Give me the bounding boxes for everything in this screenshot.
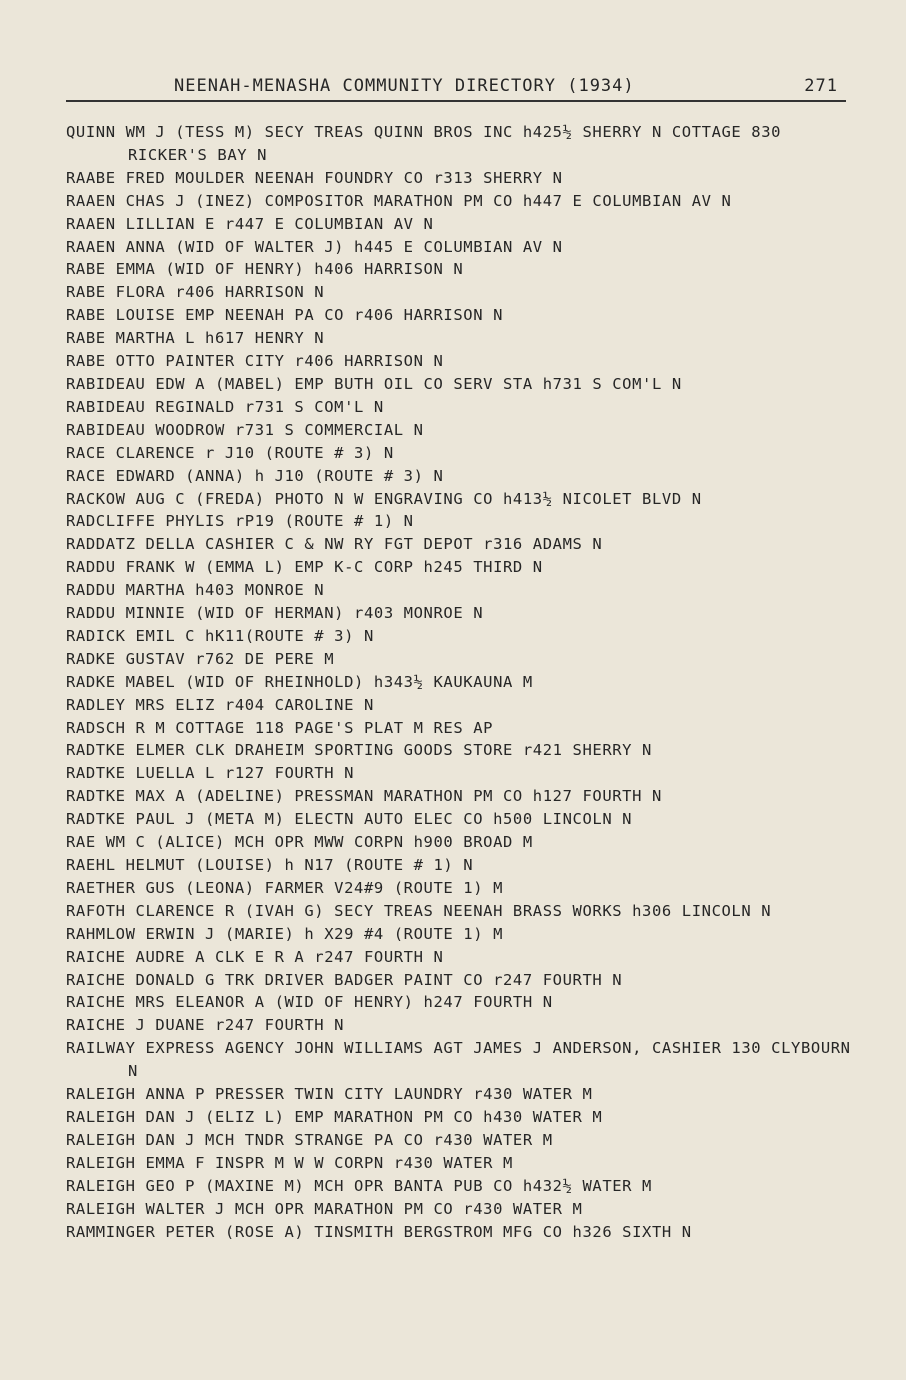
directory-entry: RAEHL HELMUT (LOUISE) h N17 (ROUTE # 1) N bbox=[66, 856, 474, 874]
directory-entry: RAICHE MRS ELEANOR A (WID OF HENRY) h247 FOURTH N bbox=[66, 993, 553, 1012]
directory-entry: RAFOTH CLARENCE R (IVAH G) SECY TREAS NEENAH BRASS WORKS h306 LINCOLN N bbox=[66, 901, 772, 920]
directory-entry: RADLEY MRS ELIZ r404 CAROLINE N bbox=[66, 695, 374, 714]
directory-entry: RADSCH R M COTTAGE 118 PAGE'S PLAT M RES AP bbox=[66, 718, 494, 737]
directory-entry: RADKE MABEL (WID OF RHEINHOLD) h343½ KAUKAUNA M bbox=[66, 672, 533, 691]
directory-entry: RAETHER GUS (LEONA) FARMER V24#9 (ROUTE 1) M bbox=[66, 878, 503, 897]
directory-entry: RABE FLORA r406 HARRISON N bbox=[66, 283, 325, 302]
directory-entry: RAICHE DONALD G TRK DRIVER BADGER PAINT CO r247 FOURTH N bbox=[66, 970, 623, 989]
directory-entry: RADTKE MAX A (ADELINE) PRESSMAN MARATHON PM CO h127 FOURTH N bbox=[66, 787, 662, 806]
directory-entry: RACKOW AUG C (FREDA) PHOTO N W ENGRAVING CO h413½ NICOLET BLVD N bbox=[66, 489, 702, 508]
directory-entry: RALEIGH GEO P (MAXINE M) MCH OPR BANTA PUB CO h432½ WATER M bbox=[66, 1176, 652, 1195]
directory-entry: RADDATZ DELLA CASHIER C & NW RY FGT DEPOT r316 ADAMS N bbox=[66, 535, 603, 554]
directory-entry: RADDU MARTHA h403 MONROE N bbox=[66, 581, 325, 600]
directory-entry: RAHMLOW ERWIN J (MARIE) h X29 #4 (ROUTE 1) M bbox=[66, 924, 503, 943]
directory-entry: RALEIGH DAN J (ELIZ L) EMP MARATHON PM CO h430 WATER M bbox=[66, 1107, 603, 1126]
directory-entry: RALEIGH ANNA P PRESSER TWIN CITY LAUNDRY r430 WATER M bbox=[66, 1085, 593, 1104]
directory-entry: RALEIGH EMMA F INSPR M W W CORPN r430 WATER M bbox=[66, 1153, 513, 1172]
directory-entry: RAAEN CHAS J (INEZ) COMPOSITOR MARATHON PM CO h447 E COLUMBIAN AV N bbox=[66, 191, 732, 210]
directory-entry: RADICK EMIL C hK11(ROUTE # 3) N bbox=[66, 626, 374, 645]
directory-entry: RAABE FRED MOULDER NEENAH FOUNDRY CO r313 SHERRY N bbox=[66, 168, 563, 187]
running-title: NEENAH-MENASHA COMMUNITY DIRECTORY (1934) bbox=[174, 76, 635, 96]
page-number: 271 bbox=[804, 76, 838, 96]
directory-entry: RAE WM C (ALICE) MCH OPR MWW CORPN h900 BROAD M bbox=[66, 833, 533, 852]
directory-entry: RABIDEAU EDW A (MABEL) EMP BUTH OIL CO SERV STA h731 S COM'L N bbox=[66, 374, 682, 393]
directory-entry: RADTKE PAUL J (META M) ELECTN AUTO ELEC CO h500 LINCOLN N bbox=[66, 810, 633, 829]
directory-entry: RACE CLARENCE r J10 (ROUTE # 3) N bbox=[66, 443, 394, 462]
directory-entry: RABE EMMA (WID OF HENRY) h406 HARRISON N bbox=[66, 260, 464, 279]
directory-entry: RADDU FRANK W (EMMA L) EMP K-C CORP h245 THIRD N bbox=[66, 558, 543, 577]
directory-entry: RADCLIFFE PHYLIS rP19 (ROUTE # 1) N bbox=[66, 512, 414, 531]
directory-listing bbox=[66, 121, 856, 1243]
directory-entry: RALEIGH DAN J MCH TNDR STRANGE PA CO r430 WATER M bbox=[66, 1130, 553, 1149]
directory-entry: RADTKE LUELLA L r127 FOURTH N bbox=[66, 764, 355, 783]
directory-entry: RAICHE AUDRE A CLK E R A r247 FOURTH N bbox=[66, 947, 444, 966]
directory-entry: RABIDEAU WOODROW r731 S COMMERCIAL N bbox=[66, 420, 424, 439]
directory-entry: RABE MARTHA L h617 HENRY N bbox=[66, 329, 325, 348]
directory-entry: RABE OTTO PAINTER CITY r406 HARRISON N bbox=[66, 352, 444, 371]
directory-entry: RABE LOUISE EMP NEENAH PA CO r406 HARRISON N bbox=[66, 306, 503, 325]
directory-entry: RAAEN ANNA (WID OF WALTER J) h445 E COLUMBIAN AV N bbox=[66, 237, 563, 256]
directory-entry: RALEIGH WALTER J MCH OPR MARATHON PM CO r430 WATER M bbox=[66, 1199, 583, 1218]
directory-entry: RADTKE ELMER CLK DRAHEIM SPORTING GOODS STORE r421 SHERRY N bbox=[66, 741, 652, 760]
directory-entry: RAMMINGER PETER (ROSE A) TINSMITH BERGSTROM MFG CO h326 SIXTH N bbox=[66, 1222, 692, 1241]
page-header bbox=[66, 72, 846, 102]
directory-entry: RAILWAY EXPRESS AGENCY JOHN WILLIAMS AGT JAMES J ANDERSON, CASHIER 130 CLYBOURN N bbox=[66, 1039, 851, 1081]
directory-entry: RABIDEAU REGINALD r731 S COM'L N bbox=[66, 397, 384, 416]
directory-entry: RACE EDWARD (ANNA) h J10 (ROUTE # 3) N bbox=[66, 466, 444, 485]
directory-entry: RAICHE J DUANE r247 FOURTH N bbox=[66, 1016, 345, 1035]
directory-entry: QUINN WM J (TESS M) SECY TREAS QUINN BROS INC h425½ SHERRY N COTTAGE 830 RICKER'S BAY N bbox=[66, 123, 782, 164]
directory-entry: RADKE GUSTAV r762 DE PERE M bbox=[66, 649, 335, 668]
directory-entry: RAAEN LILLIAN E r447 E COLUMBIAN AV N bbox=[66, 214, 434, 233]
directory-entry: RADDU MINNIE (WID OF HERMAN) r403 MONROE N bbox=[66, 604, 484, 623]
